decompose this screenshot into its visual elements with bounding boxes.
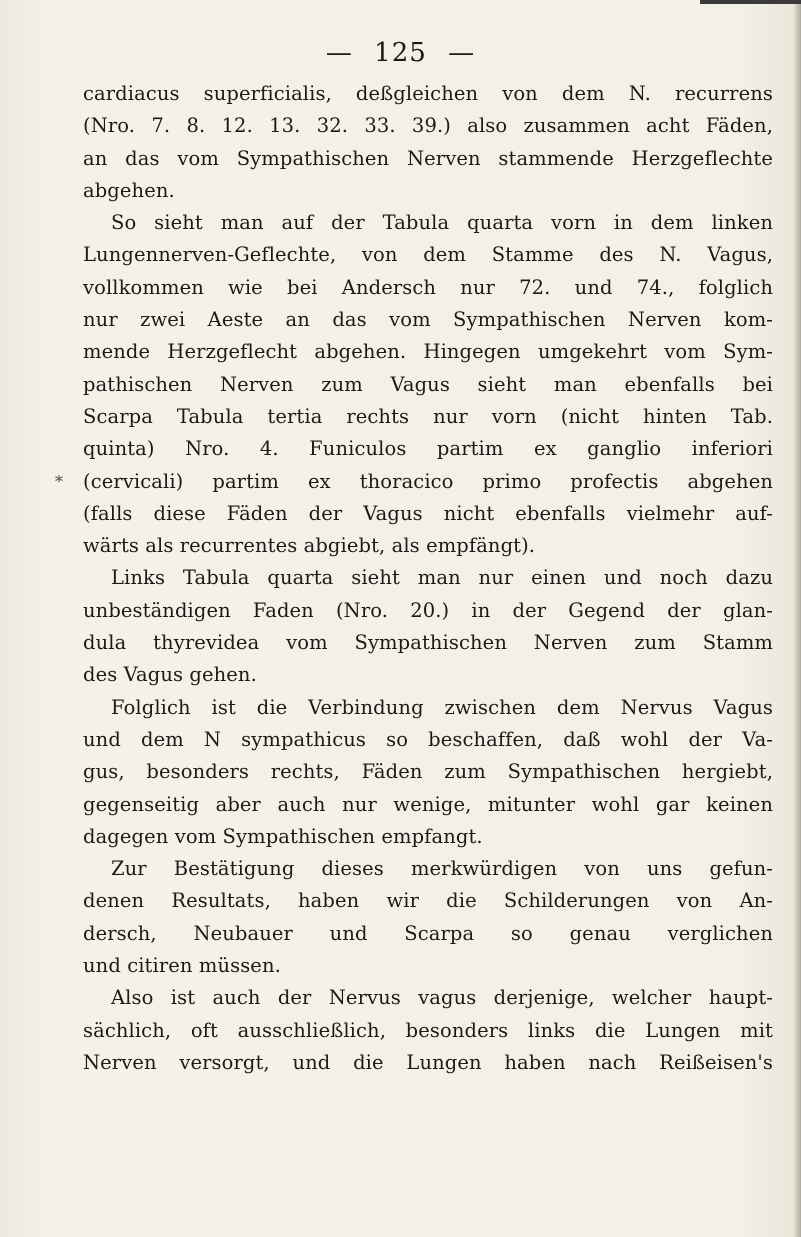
text-line: cardiacus superficialis, deßgleichen von dem N. recurrens [83, 82, 773, 105]
text-line: unbeständigen Faden (Nro. 20.) in der Gegend der glan- [83, 598, 773, 622]
text-line: quinta) Nro. 4. Funiculos partim ex ganglio inferiori [83, 437, 773, 461]
text-line: an das vom Sympathischen Nerven stammende Herzgeflechte [83, 146, 773, 170]
text-line: (cervicali) partim ex thoracico primo profectis abgehen [83, 469, 773, 493]
text-line: Nerven versorgt, und die Lungen haben nach Reißeisen's [83, 1050, 773, 1074]
text-line: Scarpa Tabula tertia rechts nur vorn (nicht hinten Tab. [83, 404, 773, 428]
text-line: Lungennerven-Geflechte, von dem Stamme des N. Vagus, [83, 243, 773, 267]
body-text [83, 78, 773, 1079]
text-line: denen Resultats, haben wir die Schilderungen von An- [83, 889, 773, 913]
text-line: Also ist auch der Nervus vagus derjenige, welcher haupt- [111, 986, 773, 1010]
text-line: nur zwei Aeste an das vom Sympathischen Nerven kom- [83, 308, 773, 332]
text-line: Links Tabula quarta sieht man nur einen und noch dazu [111, 566, 773, 590]
top-edge-rule [700, 0, 801, 4]
text-line: gus, besonders rechts, Fäden zum Sympathischen hergiebt, [83, 760, 773, 784]
page-edge-shadow [793, 0, 801, 1237]
text-line: wärts als recurrentes abgiebt, als empfängt). [83, 534, 536, 558]
page-header [0, 38, 801, 68]
margin-mark: * [55, 472, 63, 491]
page-number: 125 [374, 38, 427, 68]
text-line: vollkommen wie bei Andersch nur 72. und 74., folglich [83, 275, 773, 299]
text-line: dula thyrevidea vom Sympathischen Nerven zum Stamm [83, 631, 773, 655]
text-line: (falls diese Fäden der Vagus nicht ebenfalls vielmehr auf- [83, 501, 773, 525]
text-line: Folglich ist die Verbindung zwischen dem Nervus Vagus [111, 695, 773, 719]
text-line: pathischen Nerven zum Vagus sieht man ebenfalls bei [83, 372, 773, 396]
text-line: und citiren müssen. [83, 954, 281, 978]
text-line: gegenseitig aber auch nur wenige, mitunter wohl gar keinen [83, 792, 773, 816]
text-line: des Vagus gehen. [83, 663, 257, 687]
text-line: mende Herzgeflecht abgehen. Hingegen umgekehrt vom Sym- [83, 340, 773, 364]
text-line: (Nro. 7. 8. 12. 13. 32. 33. 39.) also zusammen acht Fäden, [83, 114, 773, 138]
text-line: sächlich, oft ausschließlich, besonders links die Lungen mit [83, 1018, 773, 1042]
header-dash-right: — [448, 38, 476, 68]
text-line: und dem N sympathicus so beschaffen, daß wohl der Va- [83, 727, 773, 751]
text-line: abgehen. [83, 178, 175, 202]
text-line: Zur Bestätigung dieses merkwürdigen von uns gefun- [111, 857, 773, 881]
header-dash-left: — [325, 38, 353, 68]
text-line: dersch, Neubauer und Scarpa so genau verglichen [83, 921, 773, 945]
text-line: So sieht man auf der Tabula quarta vorn in dem linken [111, 211, 773, 235]
text-line: dagegen vom Sympathischen empfangt. [83, 824, 483, 848]
